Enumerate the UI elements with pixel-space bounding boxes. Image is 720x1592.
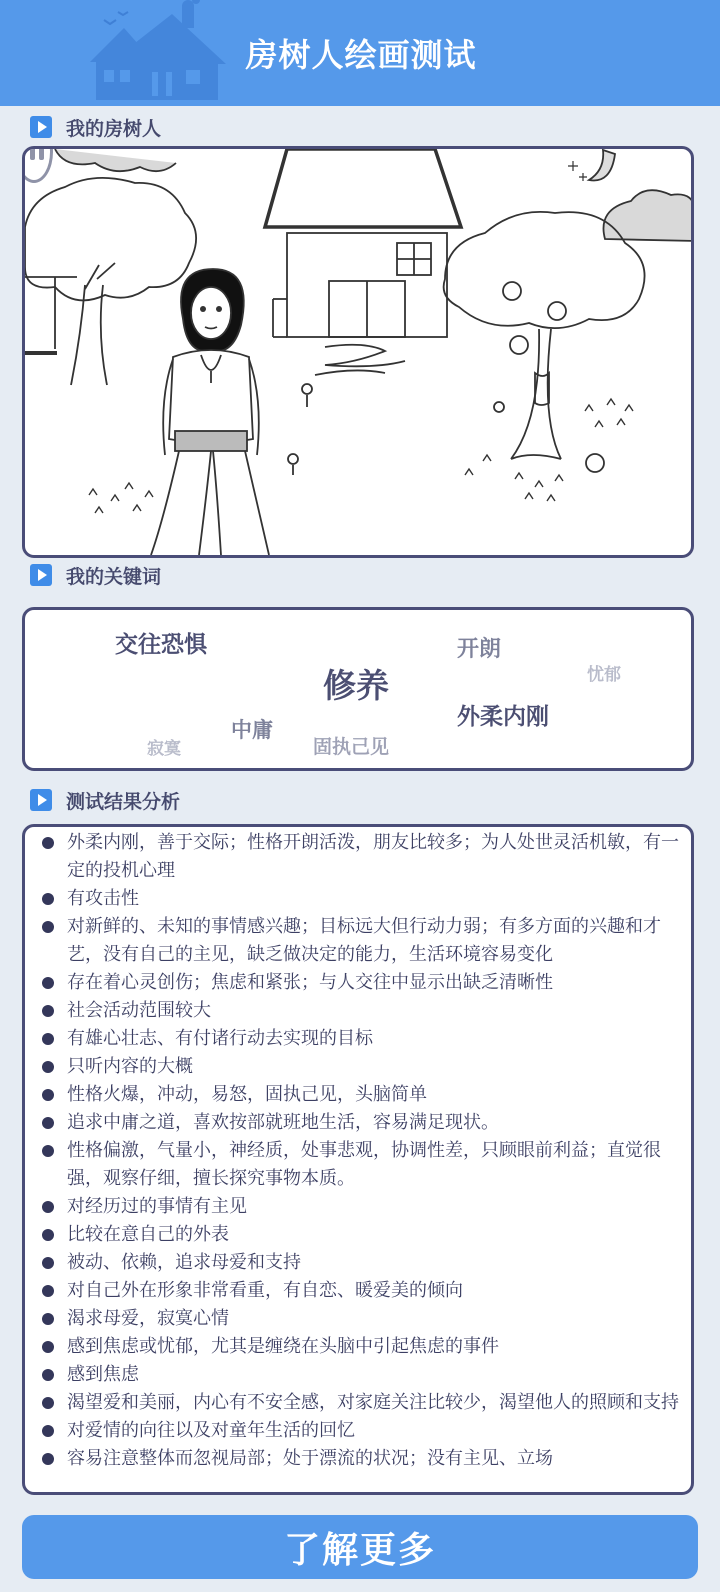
analysis-item: 性格火爆，冲动，易怒，固执己见，头脑简单 [39, 1081, 681, 1109]
play-icon [30, 789, 52, 811]
pause-bar-icon [39, 146, 44, 160]
analysis-item: 对爱情的向往以及对童年生活的回忆 [39, 1417, 681, 1445]
keyword-tag: 开朗 [457, 637, 502, 662]
analysis-item: 追求中庸之道，喜欢按部就班地生活，容易满足现状。 [39, 1109, 681, 1137]
keyword-tag: 交往恐惧 [115, 632, 207, 658]
app-header [0, 0, 720, 106]
analysis-item: 对经历过的事情有主见 [39, 1193, 681, 1221]
analysis-item: 外柔内刚，善于交际；性格开朗活泼，朋友比较多；为人处世灵活机敏，有一定的投机心理 [39, 829, 681, 885]
keyword-tag: 外柔内刚 [457, 704, 549, 730]
section-title-keywords: 我的关键词 [66, 565, 162, 588]
analysis-item: 渴望爱和美丽，内心有不安全感，对家庭关注比较少，渴望他人的照顾和支持 [39, 1389, 681, 1417]
keyword-tag: 忧郁 [587, 665, 621, 685]
analysis-item: 性格偏激，气量小，神经质，处事悲观，协调性差，只顾眼前利益；直觉很强，观察仔细，擅长探究事物本质。 [39, 1137, 681, 1193]
section-title-drawing: 我的房树人 [66, 117, 162, 140]
page-title: 房树人绘画测试 [245, 36, 477, 74]
drawing-panel [22, 146, 694, 558]
analysis-item: 渴求母爱，寂寞心情 [39, 1305, 681, 1333]
keyword-tag: 固执己见 [313, 736, 390, 758]
analysis-item: 有攻击性 [39, 885, 681, 913]
analysis-item: 被动、依赖，追求母爱和支持 [39, 1249, 681, 1277]
analysis-panel [22, 824, 694, 1495]
keywords-panel [22, 607, 694, 771]
analysis-item: 容易注意整体而忽视局部；处于漂流的状况；没有主见、立场 [39, 1445, 681, 1473]
analysis-item: 感到焦虑 [39, 1361, 681, 1389]
section-header-drawing [30, 113, 161, 141]
section-header-keywords [30, 561, 161, 589]
analysis-item: 社会活动范围较大 [39, 997, 681, 1025]
keyword-tag: 中庸 [231, 718, 273, 742]
house-tree-person-drawing [25, 149, 691, 555]
analysis-item: 只听内容的大概 [39, 1053, 681, 1081]
play-icon [30, 564, 52, 586]
analysis-list [39, 829, 681, 1473]
pause-bar-icon [30, 146, 35, 160]
analysis-item: 有雄心壮志、有付诸行动去实现的目标 [39, 1025, 681, 1053]
play-icon [30, 116, 52, 138]
analysis-item: 感到焦虑或忧郁，尤其是缠绕在头脑中引起焦虑的事件 [39, 1333, 681, 1361]
keyword-tag: 修养 [323, 666, 389, 705]
analysis-item: 对自己外在形象非常看重，有自恋、暖爱美的倾向 [39, 1277, 681, 1305]
analysis-item: 存在着心灵创伤；焦虑和紧张；与人交往中显示出缺乏清晰性 [39, 969, 681, 997]
analysis-item: 比较在意自己的外表 [39, 1221, 681, 1249]
analysis-item: 对新鲜的、未知的事情感兴趣；目标远大但行动力弱；有多方面的兴趣和才艺，没有自己的主见，缺乏做决定的能力，生活环境容易变化 [39, 913, 681, 969]
keyword-tag: 寂寞 [147, 739, 181, 759]
section-header-analysis [30, 786, 180, 814]
learn-more-button[interactable]: 了解更多 [22, 1515, 698, 1579]
section-title-analysis: 测试结果分析 [66, 790, 181, 813]
